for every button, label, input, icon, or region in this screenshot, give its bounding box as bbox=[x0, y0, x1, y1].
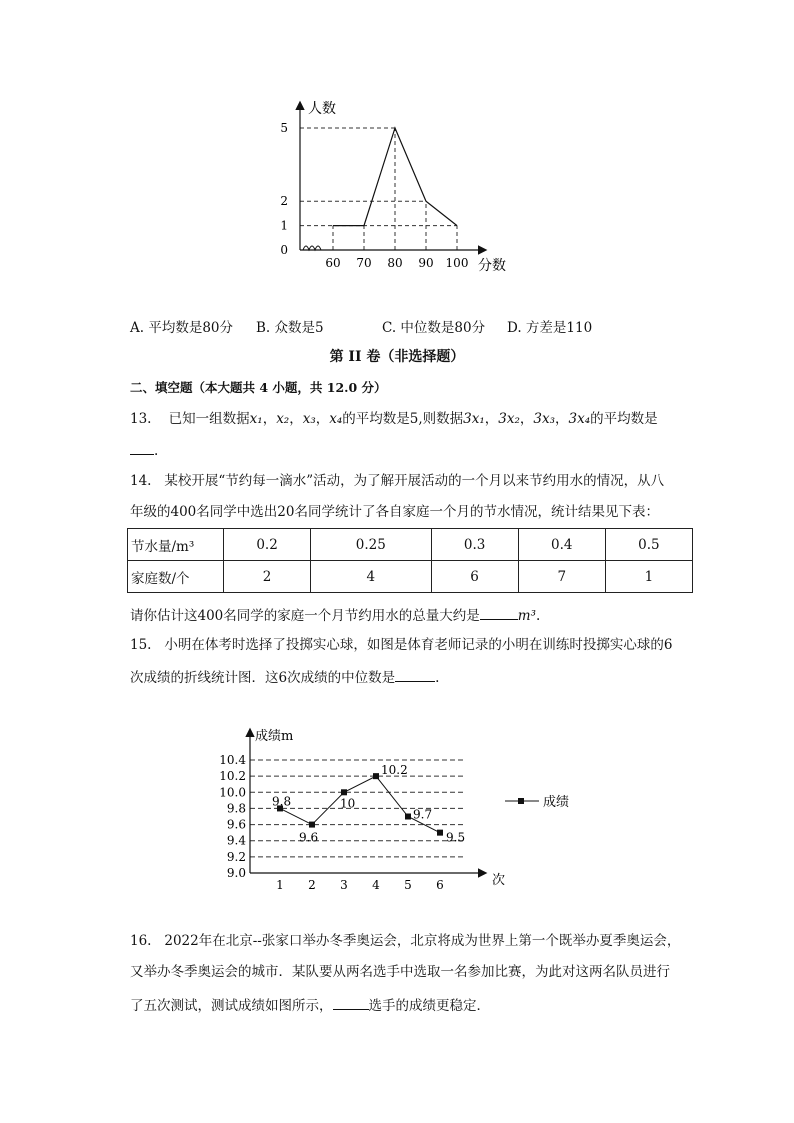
row2-header: 家庭数/个 bbox=[128, 561, 224, 593]
q13-text-a: 已知一组数据 bbox=[168, 411, 250, 427]
q15-end: . bbox=[435, 670, 440, 686]
q14-ask bbox=[130, 605, 540, 625]
q14-unit: m³ bbox=[517, 608, 536, 624]
q13-var: x₁ bbox=[249, 411, 263, 427]
data-label: 10.2 bbox=[381, 763, 408, 778]
data-label: 10 bbox=[340, 796, 356, 811]
q13-text-b: 的平均数是5,则数据 bbox=[342, 411, 464, 427]
q14-end: . bbox=[536, 608, 541, 624]
results-line bbox=[280, 776, 440, 833]
choice-c[interactable]: C. 中位数是80分 bbox=[382, 320, 486, 336]
y-tick-label: 9.8 bbox=[226, 801, 246, 816]
q15-text: 小明在体考时选择了投掷实心球，如图是体育老师记录的小明在训练时投掷实心球的6 bbox=[164, 637, 673, 653]
x-tick-label: 2 bbox=[308, 878, 316, 892]
question-14-line2: 年级的400名同学中选出20名同学统计了各自家庭一个月的节水情况，统计结果见下表： bbox=[130, 504, 659, 520]
q16-text: 2022年在北京--张家口举办冬季奥运会，北京将成为世界上第一个既举办夏季奥运会， bbox=[164, 933, 681, 949]
q13-var: 3x₃ bbox=[533, 411, 556, 427]
choice-d[interactable]: D. 方差是110 bbox=[507, 320, 593, 336]
x-tick-label: 80 bbox=[387, 256, 403, 270]
x-axis-label: 次 bbox=[492, 873, 506, 888]
data-point bbox=[405, 814, 411, 820]
data-label: 9.7 bbox=[413, 807, 433, 822]
x-tick-label: 1 bbox=[276, 878, 284, 892]
data-point bbox=[437, 830, 443, 836]
question-16-line3 bbox=[130, 995, 490, 1015]
y-tick-label: 9.6 bbox=[226, 817, 246, 832]
q13-var: x₄ bbox=[329, 411, 343, 427]
choice-a[interactable]: A. 平均数是80分 bbox=[130, 320, 234, 336]
y-tick-label: 9.2 bbox=[226, 849, 246, 864]
q15-num: 15. bbox=[130, 637, 152, 653]
question-15-line1 bbox=[130, 636, 672, 654]
data-point bbox=[373, 773, 379, 779]
table-cell: 6 bbox=[431, 561, 518, 593]
q13-var: x₂ bbox=[276, 411, 290, 427]
q13-var: 3x₄ bbox=[568, 411, 591, 427]
table-cell: 0.5 bbox=[605, 529, 692, 561]
q13-var: 3x₁ bbox=[463, 411, 485, 427]
q15-answer-blank[interactable] bbox=[395, 667, 435, 682]
y-tick-label: 1 bbox=[280, 218, 288, 233]
question-13: 13. 已知一组数据x₁，x₂，x₃，x₄的平均数是5,则数据3x₁，3x₂，3x₃，3x₄的平均数是 bbox=[130, 411, 658, 427]
table-row bbox=[128, 561, 693, 593]
table-cell: 0.25 bbox=[311, 529, 431, 561]
table-row bbox=[128, 529, 693, 561]
q13-var: x₃ bbox=[302, 411, 316, 427]
table-cell: 4 bbox=[311, 561, 431, 593]
table-cell: 2 bbox=[224, 561, 311, 593]
x-tick-label: 90 bbox=[418, 256, 434, 270]
q16-text3b: 选手的成绩更稳定． bbox=[368, 998, 490, 1014]
y-tick-label: 5 bbox=[280, 121, 288, 135]
q14-answer-blank[interactable] bbox=[480, 605, 518, 620]
y-tick-label: 9.4 bbox=[226, 833, 246, 848]
x-axis-label: 分数 bbox=[478, 258, 506, 274]
table-cell: 0.4 bbox=[518, 529, 605, 561]
throw-results-chart bbox=[215, 722, 585, 892]
q13-answer-line bbox=[130, 440, 158, 460]
x-tick-label: 60 bbox=[325, 256, 341, 270]
table-cell: 0.3 bbox=[431, 529, 518, 561]
choice-b[interactable]: B. 众数是5 bbox=[256, 320, 324, 336]
legend-marker bbox=[518, 798, 524, 804]
table-cell: 1 bbox=[605, 561, 692, 593]
row1-header: 节水量/m³ bbox=[128, 529, 224, 561]
question-16-line2: 又举办冬季奥运会的城市．某队要从两名选手中选取一名参加比赛，为此对这两名队员进行 bbox=[130, 964, 670, 980]
x-tick-label: 4 bbox=[372, 878, 380, 892]
question-14-line1 bbox=[130, 472, 664, 490]
data-label: 9.6 bbox=[299, 830, 319, 845]
y-tick-label: 10.4 bbox=[219, 753, 246, 767]
data-point bbox=[341, 789, 347, 795]
q16-answer-blank[interactable] bbox=[333, 995, 369, 1010]
y-axis-label: 人数 bbox=[308, 101, 336, 117]
part2-title: 第 II 卷（非选择题） bbox=[329, 349, 465, 365]
y-tick-label: 0 bbox=[280, 243, 288, 257]
x-tick-label: 5 bbox=[404, 878, 412, 892]
x-tick-label: 70 bbox=[356, 256, 372, 270]
y-tick-label: 2 bbox=[280, 194, 288, 209]
x-tick-label: 3 bbox=[340, 878, 348, 892]
q13-text-c: 的平均数是 bbox=[590, 411, 658, 427]
q14-num: 14. bbox=[130, 473, 152, 489]
y-axis-label: 成绩m bbox=[255, 729, 294, 744]
q16-text3: 了五次测试，测试成绩如图所示， bbox=[130, 998, 333, 1014]
y-tick-label: 10.0 bbox=[219, 785, 246, 800]
water-saving-table bbox=[127, 528, 693, 593]
q13-end: . bbox=[154, 443, 159, 459]
table-cell: 0.2 bbox=[224, 529, 311, 561]
data-point bbox=[309, 822, 315, 828]
data-label: 9.8 bbox=[272, 794, 292, 809]
y-tick-label: 10.2 bbox=[219, 769, 246, 784]
q14-ask-text: 请你估计这400名同学的家庭一个月节约用水的总量大约是 bbox=[130, 608, 480, 624]
table-cell: 7 bbox=[518, 561, 605, 593]
q15-text2: 次成绩的折线统计图．这6次成绩的中位数是 bbox=[130, 670, 396, 686]
q16-num: 16. bbox=[130, 933, 152, 949]
data-label: 9.5 bbox=[446, 830, 466, 845]
q14-text: 某校开展“节约每一滴水”活动，为了解开展活动的一个月以来节约用水的情况，从八 bbox=[164, 473, 665, 489]
question-16-line1 bbox=[130, 932, 680, 950]
section-title: 二、填空题（本大题共 4 小题，共 12.0 分） bbox=[130, 380, 387, 395]
q13-var: 3x₂ bbox=[498, 411, 520, 427]
legend-label: 成绩 bbox=[543, 795, 570, 810]
score-frequency-chart bbox=[270, 95, 520, 280]
x-tick-label: 6 bbox=[436, 878, 444, 892]
q13-num: 13. bbox=[130, 411, 152, 427]
y-tick-label: 9.0 bbox=[226, 866, 246, 880]
q13-answer-blank[interactable] bbox=[130, 440, 154, 455]
x-tick-label: 100 bbox=[445, 256, 469, 270]
question-15-line2 bbox=[130, 667, 439, 687]
